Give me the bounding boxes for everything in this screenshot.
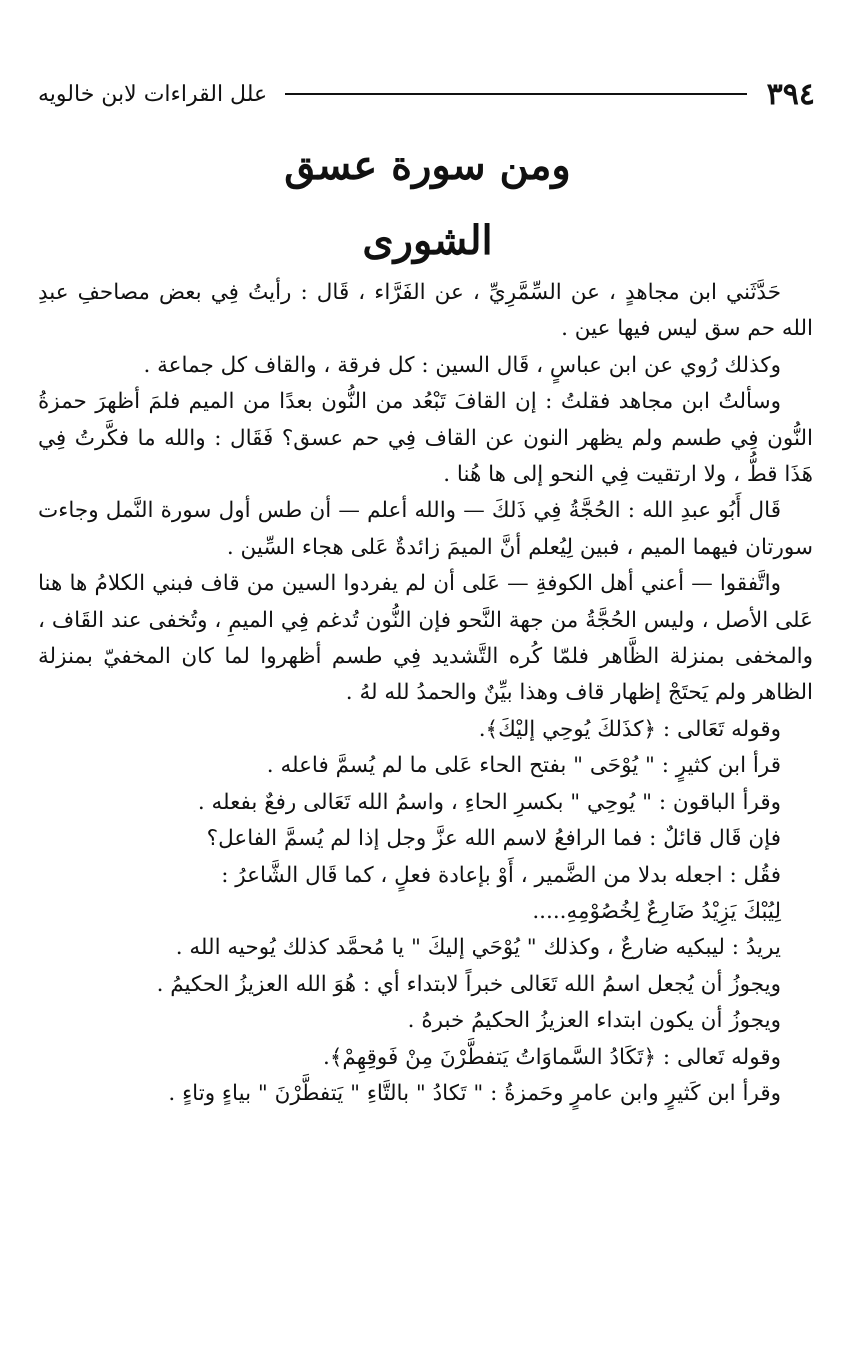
paragraph: واتَّفقوا — أعني أهل الكوفةِ — عَلى أن لم يفردوا السين من قاف فبني الكلامُ ها هنا عَلى الأصل ، وليس الحُجَّةُ من جهة النَّحو فإن النُّون تُدغم فِي الميمِ ، وتُخفى عند القَاف ، والمخفى بمنزلة الظَّاهر فلمّا كُره التَّشديد فِي طسم أظهروا لما كان المخفيّ بمنزلة الظاهر ولم يَحتَجْ إظهار قاف وهذا بيِّنٌ والحمدُ لله لهُ . (38, 571, 813, 706)
paragraph: وسألتُ ابن مجاهد فقلتُ : إن القافَ تَبْعُد من النُّون بعدًا من الميم فلمَ أظهرَ حمزةُ النُّون فِي طسم ولم يظهر النون عن القاف فِي حم عسق؟ فَقَال : والله ما فكَّرتُ فِي هَذَا قطُّ ، ولا ارتقيت فِي النحو إلى ها هُنا . (38, 389, 813, 488)
paragraph: فإن قَال قائلٌ : فما الرافعُ لاسم الله عزَّ وجل إذا لم يُسمَّ الفاعل؟ (206, 826, 781, 852)
header-rule (285, 93, 747, 95)
book-title: علل القراءات لابن خالويه (38, 81, 268, 107)
paragraph: فقُل : اجعله بدلا من الضَّمير ، أَوْ بإعادة فعلٍ ، كما قَال الشَّاعرُ : (221, 862, 781, 888)
surah-subheading: الشورى (362, 217, 493, 264)
paragraph: وكذلك رُوي عن ابن عباسٍ ، قَال السين : كل فرقة ، والقاف كل جماعة . (143, 352, 781, 378)
paragraph: وقرأ الباقون : " يُوحِي " بكسرِ الحاءِ ، واسمُ الله تَعَالى رفعٌ بفعله . (197, 789, 781, 815)
paragraph: وقوله تَعالى : ﴿تَكَادُ السَّماوَاتُ يَتفطَّرْنَ مِنْ فَوقِهِمْ﴾. (323, 1044, 781, 1070)
paragraph: وقوله تَعَالى : ﴿كذَلكَ يُوحِي إليْكَ﴾. (478, 716, 781, 742)
surah-heading: ومن سورة عسق (284, 142, 571, 189)
paragraph: ويجوزُ أن يكون ابتداء العزيزُ الحكيمُ خبرهُ . (407, 1008, 781, 1034)
page-number: ٣٩٤ (766, 76, 815, 112)
paragraph: قَال أَبُو عبدِ الله : الحُجَّةُ فِي ذَلكَ — والله أعلم — أن طس أول سورة النَّمل وجاءت سورتان فيهما الميم ، فبين لِيُعلم أنَّ الميمَ زائدةٌ عَلى هجاء السِّين . (38, 498, 813, 560)
paragraph: ويجوزُ أن يُجعل اسمُ الله تَعَالى خبراً لابتداء أي : هُوَ الله العزيزُ الحكيمُ . (156, 971, 781, 997)
paragraph: قرأ ابن كثيرٍ : " يُوْحَى " بفتح الحاء عَلى ما لم يُسمَّ فاعله . (266, 753, 781, 779)
paragraph: وقرأ ابن كَثيرٍ وابن عامرٍ وحَمزةُ : " تَكادُ " بالتَّاءِ " يَتفطَّرْنَ " بياءٍ وتاءٍ . (168, 1080, 781, 1106)
paragraph: يريدُ : ليبكيه ضارعٌ ، وكذلك " يُوْحَي إليكَ " يا مُحمَّد كذلك يُوحيه الله . (175, 935, 781, 961)
paragraph: حَدَّثَني ابن مجاهدٍ ، عن السِّمَّرِيِّ ، عن الفَرَّاء ، قَال : رأيتُ فِي بعض مصاحفِ عبدِ الله حم سق ليس فيها عين . (38, 280, 813, 342)
body-text (38, 275, 813, 1112)
poetry-verse: لِيُبْكَ يَزِيْدُ ضَارِعٌ لِخُصُوْمِهِ..... (532, 898, 781, 924)
running-header (38, 74, 815, 114)
